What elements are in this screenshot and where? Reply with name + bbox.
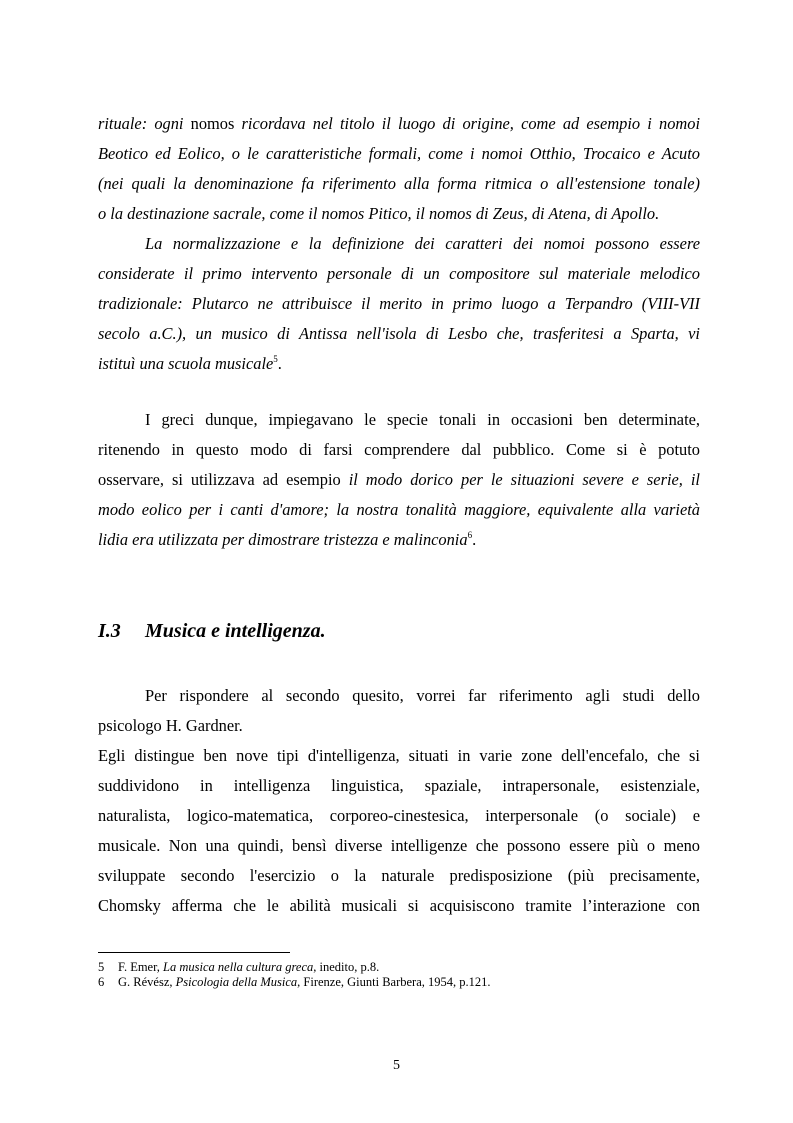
para1-line-2: Beotico ed Eolico, o le caratteristiche formali, come i nomoi Otthio, Trocaico e Acuto xyxy=(98,144,700,163)
para2-line-1: La normalizzazione e la definizione dei caratteri dei nomoi possono essere xyxy=(145,234,700,253)
para3-line-2: ritenendo in questo modo di farsi comprendere dal pubblico. Come si è potuto xyxy=(98,440,700,459)
para4-line-8: Chomsky afferma che le abilità musicali si acquisiscono tramite l’interazione con xyxy=(98,896,700,915)
para1-line-3: (nei quali la denominazione fa riferimento alla forma ritmica o all'estensione tonale) xyxy=(98,174,700,193)
footnote-5: 5 F. Emer, La musica nella cultura greca, inedito, p.8. xyxy=(98,960,380,974)
para3-line-4: modo eolico per i canti d'amore; la nostra tonalità maggiore, equivalente alla varietà xyxy=(98,500,700,519)
para4-line-1: Per rispondere al secondo quesito, vorrei far riferimento agli studi dello xyxy=(145,686,700,705)
para3-line-5: lidia era utilizzata per dimostrare tristezza e malinconia$^6$. xyxy=(98,530,477,549)
para3-line-1: I greci dunque, impiegavano le specie tonali in occasioni ben determinate, xyxy=(145,410,700,429)
para3-line-3: osservare, si utilizzava ad esempio il modo dorico per le situazioni severe e serie, il xyxy=(98,470,700,489)
page-number: 5 xyxy=(393,1058,400,1073)
footnote-separator xyxy=(98,952,290,953)
footnote-6: 6 G. Révész, Psicologia della Musica, Firenze, Giunti Barbera, 1954, p.121. xyxy=(98,975,491,989)
para4-line-3: Egli distingue ben nove tipi d'intelligenza, situati in varie zone dell'encefalo, che si xyxy=(98,746,700,765)
section-title: Musica e intelligenza. xyxy=(145,620,326,642)
para4-line-4: suddividono in intelligenza linguistica, spaziale, intrapersonale, esistenziale, xyxy=(98,776,700,795)
section-heading xyxy=(98,620,326,643)
para4-line-6: musicale. Non una quindi, bensì diverse intelligenze che possono essere più o meno xyxy=(98,836,700,855)
footnote-ref-6: 6 xyxy=(467,530,473,540)
para1-line-4: o la destinazione sacrale, come il nomos Pitico, il nomos di Zeus, di Atena, di Apollo. xyxy=(98,204,660,223)
section-number: I.3 xyxy=(98,620,121,642)
para2-line-3: tradizionale: Plutarco ne attribuisce il merito in primo luogo a Terpandro (VIII-VII xyxy=(98,294,700,313)
footnote-ref-5: 5 xyxy=(273,354,278,364)
para2-line-4: secolo a.C.), un musico di Antissa nell'isola di Lesbo che, trasferitesi a Sparta, vi xyxy=(98,324,700,343)
para4-line-2: psicologo H. Gardner. xyxy=(98,716,243,735)
para4-line-7: sviluppate secondo l'esercizio o la naturale predisposizione (più precisamente, xyxy=(98,866,700,885)
para1-line-1: rituale: ogni nomos ricordava nel titolo il luogo di origine, come ad esempio i nomoi xyxy=(98,114,700,133)
para2-line-2: considerate il primo intervento personale di un compositore sul materiale melodico xyxy=(98,264,700,283)
para2-line-5: istituì una scuola musicale$^5$. xyxy=(98,354,282,373)
para4-line-5: naturalista, logico-matematica, corporeo-cinestesica, interpersonale (o sociale) e xyxy=(98,806,700,825)
